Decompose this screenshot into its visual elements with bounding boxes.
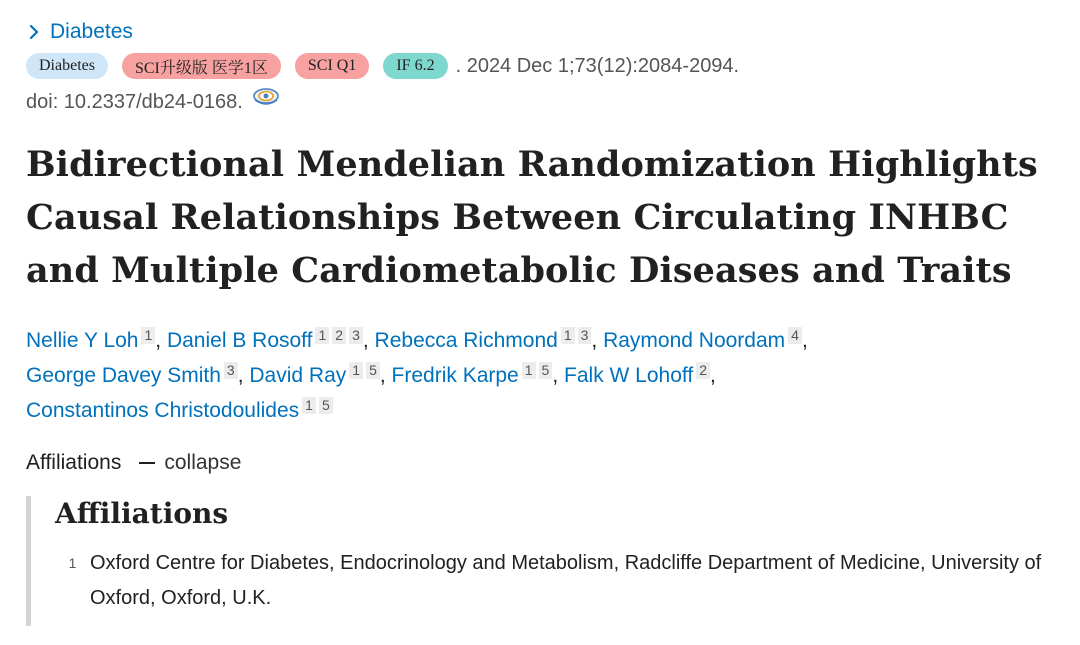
- author-item: [249, 364, 379, 387]
- author-item: [167, 329, 363, 352]
- author-link[interactable]: Falk W Lohoff: [564, 364, 694, 387]
- journal-badge[interactable]: Diabetes: [26, 53, 108, 79]
- author-item: [564, 364, 710, 387]
- author-link[interactable]: Daniel B Rosoff: [166, 329, 313, 352]
- author-link[interactable]: Constantinos Christodoulides: [26, 399, 300, 422]
- affiliation-item: [55, 546, 1076, 616]
- affiliation-ref[interactable]: 2: [696, 362, 710, 379]
- author-item: [392, 364, 553, 387]
- affiliation-ref[interactable]: 3: [349, 327, 363, 344]
- chevron-right-icon[interactable]: [26, 18, 44, 46]
- sci-upgrade-badge[interactable]: SCI升级版 医学1区: [122, 53, 281, 79]
- affiliations-panel: [26, 496, 1076, 626]
- sci-quartile-badge[interactable]: SCI Q1: [295, 53, 369, 79]
- collapse-link[interactable]: collapse: [164, 451, 242, 474]
- affiliation-ref[interactable]: 2: [332, 327, 346, 344]
- eye-icon[interactable]: [251, 85, 281, 109]
- author-list: Nellie Y Loh 1 , Daniel B Rosoff 1 2 3 , Rebecca Richmond 1 3 , Raymond Noordam 4 , George Davey Smith 3 , David Ray 1 5 , Fredrik Karpe 1 5 , Falk W Lohoff 2 , Constantinos Christodoulides 1 5: [26, 327, 808, 422]
- author-item: [26, 364, 238, 387]
- article-title: Bidirectional Mendelian Randomization Highlights Causal Relationships Between Circulating INHBC and Multiple Cardiometabolic Diseases and Traits: [26, 144, 1038, 291]
- affiliation-ref[interactable]: 1: [522, 362, 536, 379]
- doi-text: doi: 10.2337/db24-0168.: [26, 90, 243, 113]
- author-link[interactable]: Fredrik Karpe: [391, 364, 519, 387]
- journal-breadcrumb: [26, 18, 1076, 46]
- author-link[interactable]: Rebecca Richmond: [374, 329, 558, 352]
- author-link[interactable]: David Ray: [249, 364, 347, 387]
- minus-icon: [139, 462, 155, 464]
- affiliation-text: Oxford Centre for Diabetes, Endocrinology and Metabolism, Radcliffe Department of Medicine, University of Oxford, Oxford, U.K.: [90, 552, 1042, 609]
- affiliation-ref[interactable]: 1: [315, 327, 329, 344]
- badge-row: [26, 52, 1076, 80]
- affiliation-ref[interactable]: 5: [319, 397, 333, 414]
- affiliation-ref[interactable]: 1: [302, 397, 316, 414]
- affiliation-ref[interactable]: 5: [366, 362, 380, 379]
- article-header: [26, 18, 1076, 626]
- affiliation-ref[interactable]: 3: [224, 362, 238, 379]
- journal-link[interactable]: Diabetes: [50, 20, 133, 43]
- affiliation-ref[interactable]: 1: [349, 362, 363, 379]
- author-link[interactable]: Nellie Y Loh: [26, 329, 139, 352]
- affiliation-number: 1: [68, 555, 77, 571]
- author-link[interactable]: George Davey Smith: [26, 364, 221, 387]
- impact-factor-badge[interactable]: IF 6.2: [383, 53, 447, 79]
- affiliation-ref[interactable]: 5: [539, 362, 553, 379]
- affiliation-ref[interactable]: 1: [141, 327, 155, 344]
- affiliation-ref[interactable]: 4: [788, 327, 802, 344]
- affiliations-heading: Affiliations: [55, 497, 229, 530]
- author-item: [26, 399, 333, 422]
- author-item: [26, 329, 155, 352]
- author-item: [375, 329, 592, 352]
- citation-text: . 2024 Dec 1;73(12):2084-2094.: [455, 54, 740, 77]
- doi-row: [26, 88, 1076, 116]
- affiliation-ref[interactable]: 1: [561, 327, 575, 344]
- affiliation-ref[interactable]: 3: [578, 327, 592, 344]
- author-link[interactable]: Raymond Noordam: [603, 329, 786, 352]
- affiliations-toggle-label: Affiliations: [26, 451, 122, 474]
- author-item: [603, 329, 802, 352]
- affiliations-toggle[interactable]: [26, 448, 1076, 478]
